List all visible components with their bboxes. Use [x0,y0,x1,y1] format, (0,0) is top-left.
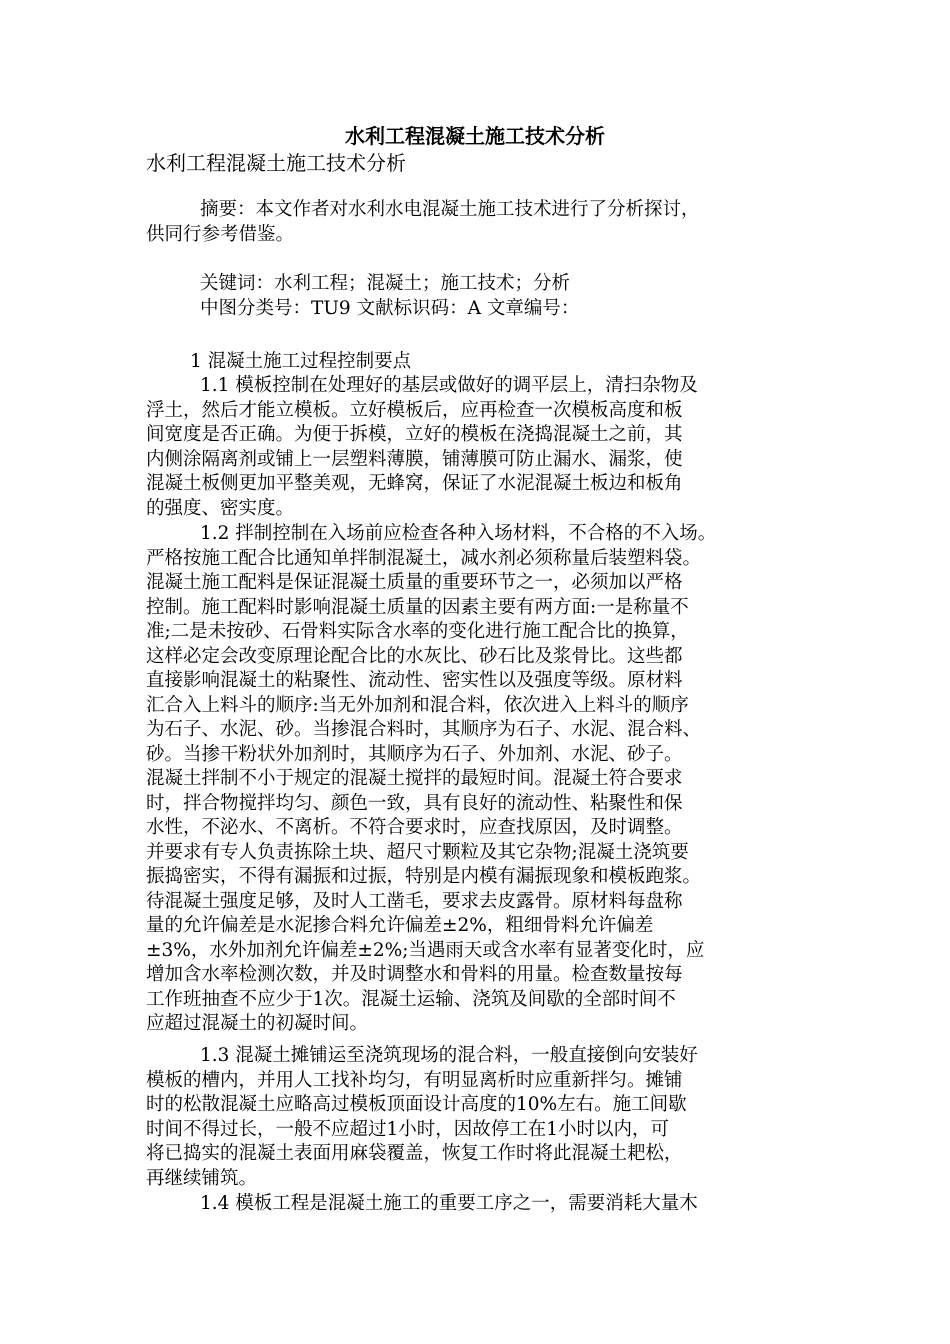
paragraph-line: 水性，不泌水、不离析。不符合要求时，应查找原因，及时调整。 [146,817,683,838]
classification: 中图分类号：TU9 文献标识码：A 文章编号： [200,297,580,319]
paragraph-line: 待混凝土强度足够，及时人工凿毛，要求去皮露骨。原材料每盘称 [146,890,683,912]
paragraph-line: 1.1 模板控制在处理好的基层或做好的调平层上，清扫杂物及 [200,375,698,396]
keywords-block [146,272,826,321]
paragraph-line: 工作班抽查不应少于1次。混凝土运输、浇筑及间歇的全部时间不 [146,988,676,1010]
paragraph-line: 的强度、密实度。 [146,497,295,519]
paragraph-line: 应超过混凝土的初凝时间。 [146,1013,369,1034]
paragraph-line: 并要求有专人负责拣除土块、超尺寸颗粒及其它杂物;混凝土浇筑要 [146,841,689,863]
paragraph-line: 混凝土拌制不小于规定的混凝土搅拌的最短时间。混凝土符合要求 [146,768,683,789]
paragraph-line: ±3%，水外加剂允许偏差±2%;当遇雨天或含水率有显著变化时，应 [146,939,705,961]
abstract [146,198,826,247]
paragraph-line: 时间不得过长，一般不应超过1小时，因故停工在1小时以内，可 [146,1118,670,1140]
abstract-line: 摘要：本文作者对水利水电混凝土施工技术进行了分析探讨， [200,199,700,220]
paragraph-line: 混凝土板侧更加平整美观，无蜂窝，保证了水泥混凝土板边和板角 [146,473,683,494]
document-subtitle: 水利工程混凝土施工技术分析 [146,151,406,175]
paragraph-line: 再继续铺筑。 [146,1167,258,1189]
document-title: 水利工程混凝土施工技术分析 [345,124,605,148]
paragraph-line: 将已捣实的混凝土表面用麻袋覆盖，恢复工作时将此混凝土耙松， [146,1143,683,1164]
paragraph-line: 内侧涂隔离剂或铺上一层塑料薄膜，铺薄膜可防止漏水、漏浆，使 [146,448,683,470]
paragraph-line: 混凝土施工配料是保证混凝土质量的重要环节之一，必须加以严格 [146,572,683,593]
keywords: 关键词：水利工程；混凝土；施工技术；分析 [200,273,571,294]
paragraph-line: 增加含水率检测次数，并及时调整水和骨料的用量。检查数量按每 [146,964,683,985]
paragraph-line: 为石子、水泥、砂。当掺混合料时，其顺序为石子、水泥、混合料、 [146,719,702,740]
paragraph-line: 砂。当掺干粉状外加剂时，其顺序为石子、外加剂、水泥、砂子。 [146,743,683,765]
paragraph-line: 严格按施工配合比通知单拌制混凝土，减水剂必须称量后装塑料袋。 [146,547,702,569]
paragraph-line: 时，拌合物搅拌均匀、颜色一致，具有良好的流动性、粘聚性和保 [146,792,683,814]
paragraph-1-1 [146,374,826,521]
section-heading: 1 混凝土施工过程控制要点 [190,351,412,372]
paragraph-line: 模板的槽内，并用人工找补均匀，有明显离析时应重新拌匀。摊铺 [146,1069,683,1091]
paragraph-line: 汇合入上料斗的顺序:当无外加剂和混合料，依次进入上料斗的顺序 [146,694,689,716]
paragraph-line: 间宽度是否正确。为便于拆模，立好的模板在浇捣混凝土之前，其 [146,424,683,445]
paragraph-line: 1.2 拌制控制在入场前应检查各种入场材料，不合格的不入场。 [200,523,717,544]
paragraph-line: 控制。施工配料时影响混凝土质量的因素主要有两方面:一是称量不 [146,596,689,618]
paragraph-line: 振捣密实，不得有漏振和过振，特别是内模有漏振现象和模板跑浆。 [146,866,702,887]
abstract-line: 供同行参考借鉴。 [146,223,295,245]
paragraph-line: 直接影响混凝土的粘聚性、流动性、密实性以及强度等级。原材料 [146,670,683,691]
paragraph-line: 1.3 混凝土摊铺运至浇筑现场的混合料，一般直接倒向安装好 [200,1045,698,1066]
paragraph-1-3 [146,1044,826,1191]
paragraph-line: 这样必定会改变原理论配合比的水灰比、砂石比及浆骨比。这些都 [146,645,683,667]
paragraph-1-2 [146,522,826,1037]
paragraph-line: 浮土，然后才能立模板。立好模板后，应再检查一次模板高度和板 [146,399,683,421]
paragraph-line: 1.4 模板工程是混凝土施工的重要工序之一，需要消耗大量木 [200,1193,698,1214]
paragraph-line: 时的松散混凝土应略高过模板顶面设计高度的10%左右。施工间歇 [146,1094,687,1115]
paragraph-line: 准;二是未按砂、石骨料实际含水率的变化进行施工配合比的换算， [146,621,689,642]
paragraph-1-4 [146,1192,826,1217]
paragraph-line: 量的允许偏差是水泥掺合料允许偏差±2%，粗细骨料允许偏差 [146,915,654,936]
